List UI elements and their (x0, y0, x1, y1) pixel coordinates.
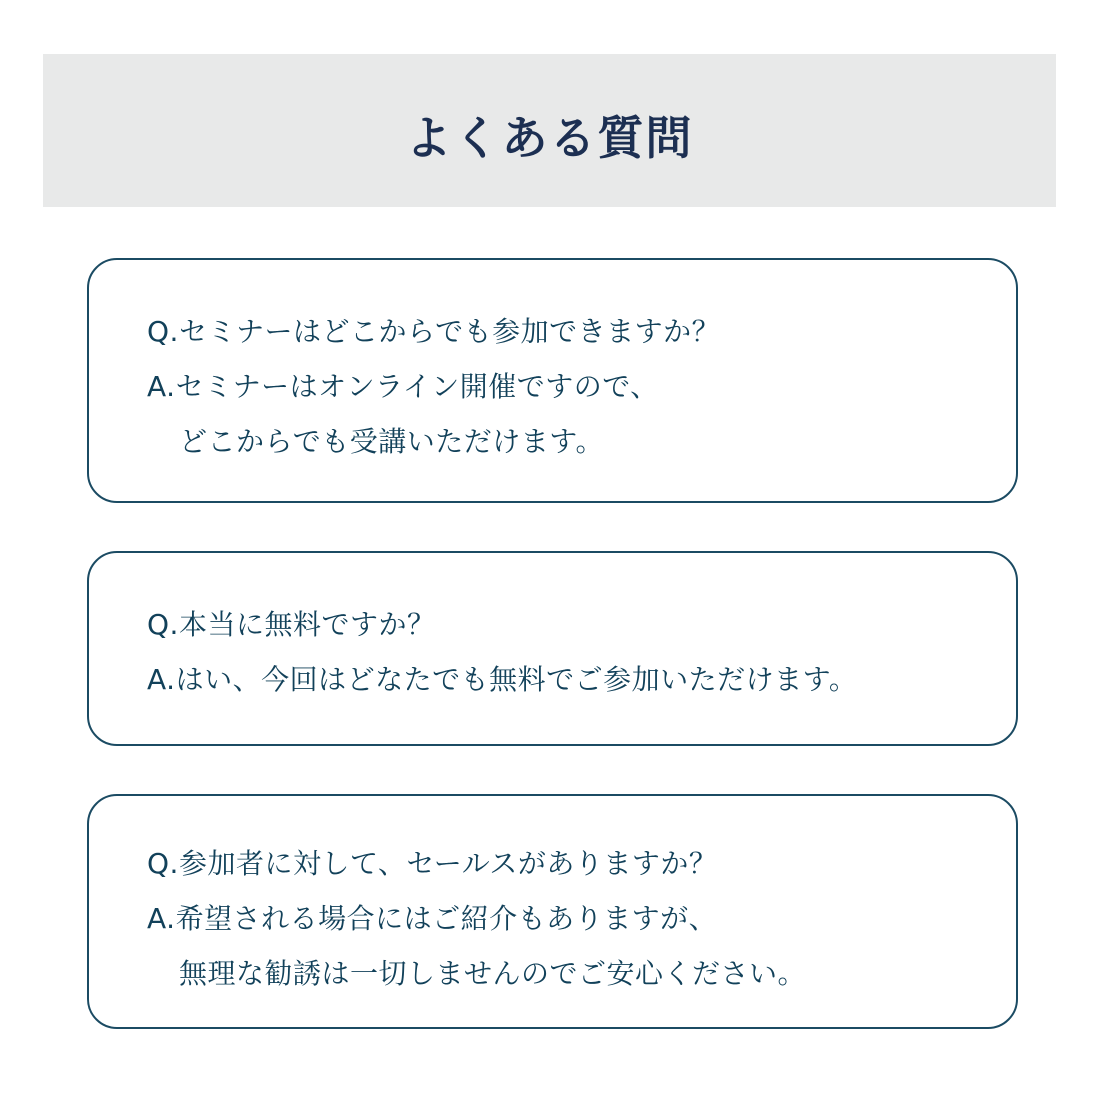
faq-answer-continued: 無理な勧誘は一切しませんのでご安心ください。 (179, 957, 807, 990)
faq-item (87, 258, 1018, 503)
faq-item (87, 794, 1018, 1029)
faq-item (87, 551, 1018, 746)
faq-question: Q.セミナーはどこからでも参加できますか？ (147, 315, 721, 348)
faq-answer: A.はい、今回はどなたでも無料でご参加いただけます。 (147, 663, 858, 696)
faq-question: Q.参加者に対して、セールスがありますか？ (147, 847, 718, 880)
faq-answer: A.希望される場合にはご紹介もありますが、 (147, 902, 718, 935)
faq-header (43, 54, 1056, 207)
page-title: よくある質問 (405, 110, 694, 165)
faq-question: Q.本当に無料ですか？ (147, 608, 436, 641)
faq-answer: A.セミナーはオンライン開催ですので、 (147, 370, 659, 403)
faq-answer-continued: どこからでも受講いただけます。 (179, 425, 604, 458)
